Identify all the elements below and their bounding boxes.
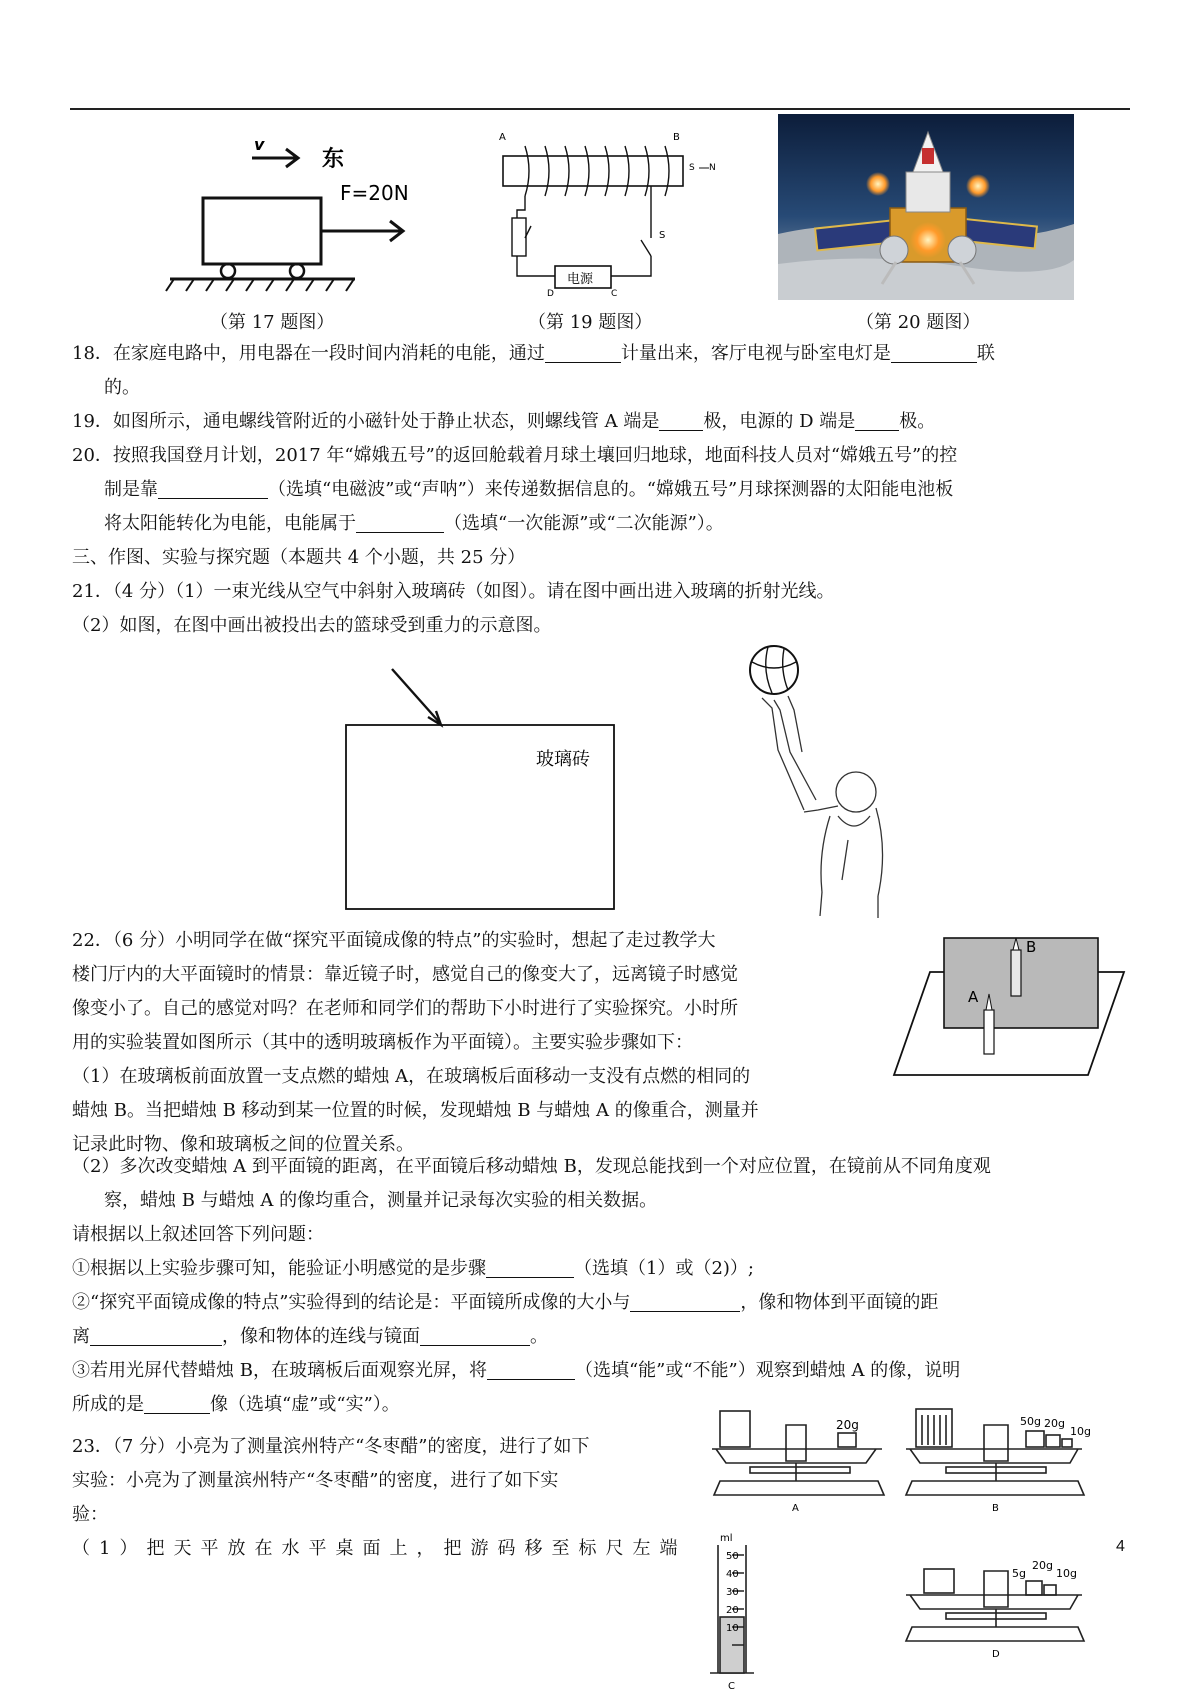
- answer-blank[interactable]: [891, 344, 977, 363]
- q23-line: 实验：小亮为了测量滨州特产“冬枣醋”的密度，进行了如下实: [72, 1470, 559, 1491]
- answer-blank[interactable]: [659, 412, 703, 431]
- answer-blank[interactable]: [144, 1395, 210, 1414]
- caption-figure-17: （第 17 题图）: [210, 312, 335, 333]
- q22-line: 像变小了。自己的感觉对吗？在老师和同学们的帮助下小时进行了实验探究。小时所: [72, 998, 738, 1019]
- east-label: 东: [322, 147, 345, 172]
- answer-blank[interactable]: [545, 344, 621, 363]
- q22-ask: 请根据以上叙述回答下列问题：: [72, 1224, 324, 1245]
- q22-subquestion-1: ①根据以上实验步骤可知，能验证小明感觉的是步骤 （选填（1）或（2)）;: [72, 1258, 754, 1279]
- question-19: 19．如图所示，通电螺线管附近的小磁针处于静止状态，则螺线管 A 端是 极，电源的 D 端是 极。: [72, 411, 936, 432]
- answer-blank[interactable]: [420, 1327, 530, 1346]
- figure-20-lunar-probe-photo: [778, 114, 1074, 300]
- figure-21-glass-block: [340, 655, 620, 920]
- compass-n-label: N: [709, 163, 716, 173]
- q22-line: （1）在玻璃板前面放置一支点燃的蜡烛 A，在玻璃板后面移动一支没有点燃的相同的: [72, 1066, 751, 1087]
- question-21-line-1: 21．（4 分）（1）一束光线从空气中斜射入玻璃砖（如图）。请在图中画出进入玻璃的折射光线。: [72, 581, 835, 602]
- terminal-d-label: D: [547, 289, 554, 299]
- glass-block-label: 玻璃砖: [536, 749, 590, 770]
- header-rule: [70, 108, 1130, 110]
- q22-step2-line-1: （2）多次改变蜡烛 A 到平面镜的距离，在平面镜后移动蜡烛 B，发现总能找到一个对应位置，在镜前从不同角度观: [72, 1156, 991, 1177]
- panel-label: B: [992, 1503, 999, 1514]
- q22-line: 记录此时物、像和玻璃板之间的位置关系。: [72, 1134, 414, 1155]
- answer-blank[interactable]: [158, 480, 268, 499]
- answer-blank[interactable]: [630, 1293, 740, 1312]
- questions-18-21: [72, 337, 1132, 643]
- q23-line: 验：: [72, 1504, 108, 1525]
- candle-a-label: A: [968, 988, 979, 1006]
- solenoid: [503, 156, 683, 186]
- question-22-continued: [72, 1150, 1132, 1422]
- q22-step2-line-2: 察，蜡烛 B 与蜡烛 A 的像均重合，测量并记录每次实验的相关数据。: [104, 1190, 658, 1211]
- terminal-a-label: A: [499, 132, 506, 143]
- question-20-line-1: 20．按照我国登月计划，2017 年“嫦娥五号”的返回舱载着月球土壤回归地球，地面科技人员对“嫦娥五号”的控: [72, 445, 958, 466]
- q22-line: 用的实验装置如图所示（其中的透明玻璃板作为平面镜）。主要实验步骤如下：: [72, 1032, 693, 1053]
- q22-line: 22．（6 分）小明同学在做“探究平面镜成像的特点”的实验时，想起了走过教学大: [72, 930, 716, 951]
- weight-label: 5g: [1012, 1567, 1026, 1580]
- q22-subquestion-2: ②“探究平面镜成像的特点”实验得到的结论是：平面镜所成像的大小与 ，像和物体到平面镜的距: [72, 1292, 939, 1313]
- answer-blank[interactable]: [487, 1361, 575, 1380]
- cylinder-tick-label: 50: [726, 1551, 739, 1562]
- terminal-b-label: B: [673, 132, 680, 143]
- question-20-line-2: 制是靠 （选填“电磁波”或“声呐”）来传递数据信息的。“嫦娥五号”月球探测器的太阳能电池板: [104, 479, 954, 500]
- rheostat: [512, 218, 526, 256]
- basketball: [750, 646, 798, 694]
- question-22-intro: [72, 924, 882, 1162]
- answer-blank[interactable]: [90, 1327, 222, 1346]
- q23-line: （1）把天平放在水平桌面上，把游码移至标尺左端: [72, 1538, 687, 1559]
- cart-wheel: [221, 264, 235, 278]
- answer-blank[interactable]: [356, 514, 444, 533]
- weight-label: 20g: [836, 1418, 859, 1432]
- panel-label: D: [992, 1649, 1000, 1660]
- terminal-c-label: C: [611, 289, 618, 299]
- force-label: F=20N: [340, 181, 409, 205]
- figure-19-solenoid-circuit: [495, 128, 715, 298]
- candle-a: [984, 1010, 994, 1054]
- figure-22-plane-mirror-setup: [888, 930, 1128, 1080]
- q22-line: 楼门厅内的大平面镜时的情景：靠近镜子时，感觉自己的像变大了，远离镜子时感觉: [72, 964, 738, 985]
- figure-21-basketball-player: [738, 640, 908, 920]
- cylinder-tick-label: 10: [726, 1623, 739, 1634]
- switch-label: S: [659, 230, 666, 241]
- weight-label: 20g: [1032, 1559, 1053, 1572]
- section-3-heading: 三、作图、实验与探究题（本题共 4 个小题，共 25 分）: [72, 547, 526, 568]
- weight-label: 10g: [1070, 1425, 1091, 1438]
- velocity-label: v: [254, 135, 265, 154]
- question-23: [72, 1430, 692, 1566]
- weight-label: 20g: [1044, 1417, 1065, 1430]
- question-18-line-1: 18．在家庭电路中，用电器在一段时间内消耗的电能，通过 计量出来，客厅电视与卧室电灯是 联: [72, 343, 995, 364]
- answer-blank[interactable]: [486, 1259, 574, 1278]
- q22-subquestion-3: ③若用光屏代替蜡烛 B，在玻璃板后面观察光屏，将 （选填“能”或“不能”）观察到蜡烛 A 的像，说明: [72, 1360, 961, 1381]
- cylinder-tick-label: 20: [726, 1605, 739, 1616]
- power-supply-label: 电源: [567, 272, 594, 287]
- figure-23-balance-and-cylinder: [706, 1405, 1102, 1698]
- cylinder-unit-label: ml: [720, 1533, 733, 1544]
- figure-17-cart: [160, 125, 409, 295]
- compass-s-label: S: [689, 163, 695, 173]
- answer-blank[interactable]: [855, 412, 899, 431]
- page-number: 4: [1116, 1538, 1125, 1555]
- question-21-line-2: （2）如图，在图中画出被投出去的篮球受到重力的示意图。: [72, 615, 552, 636]
- cylinder-tick-label: 40: [726, 1569, 739, 1580]
- cart-body: [203, 198, 321, 264]
- q22-subquestion-2-cont: 离 ，像和物体的连线与镜面 。: [72, 1326, 548, 1347]
- panel-label: C: [728, 1681, 735, 1692]
- cart-wheel: [290, 264, 304, 278]
- candle-b: [1011, 950, 1021, 996]
- q22-line: 蜡烛 B。当把蜡烛 B 移动到某一位置的时候，发现蜡烛 B 与蜡烛 A 的像重合，测量并: [72, 1100, 759, 1121]
- panel-label: A: [792, 1503, 799, 1514]
- weight-label: 50g: [1020, 1415, 1041, 1428]
- caption-figure-20: （第 20 题图）: [856, 312, 981, 333]
- question-18-line-2: 的。: [104, 377, 140, 398]
- candle-b-label: B: [1026, 938, 1037, 956]
- cylinder-tick-label: 30: [726, 1587, 739, 1598]
- weight-label: 10g: [1056, 1567, 1077, 1580]
- caption-figure-19: （第 19 题图）: [528, 312, 653, 333]
- question-20-line-3: 将太阳能转化为电能，电能属于 （选填“一次能源”或“二次能源”）。: [104, 513, 724, 534]
- q22-subquestion-3-cont: 所成的是 像（选填“虚”或“实”）。: [72, 1394, 400, 1415]
- q23-line: 23．（7 分）小亮为了测量滨州特产“冬枣醋”的密度，进行了如下: [72, 1436, 590, 1457]
